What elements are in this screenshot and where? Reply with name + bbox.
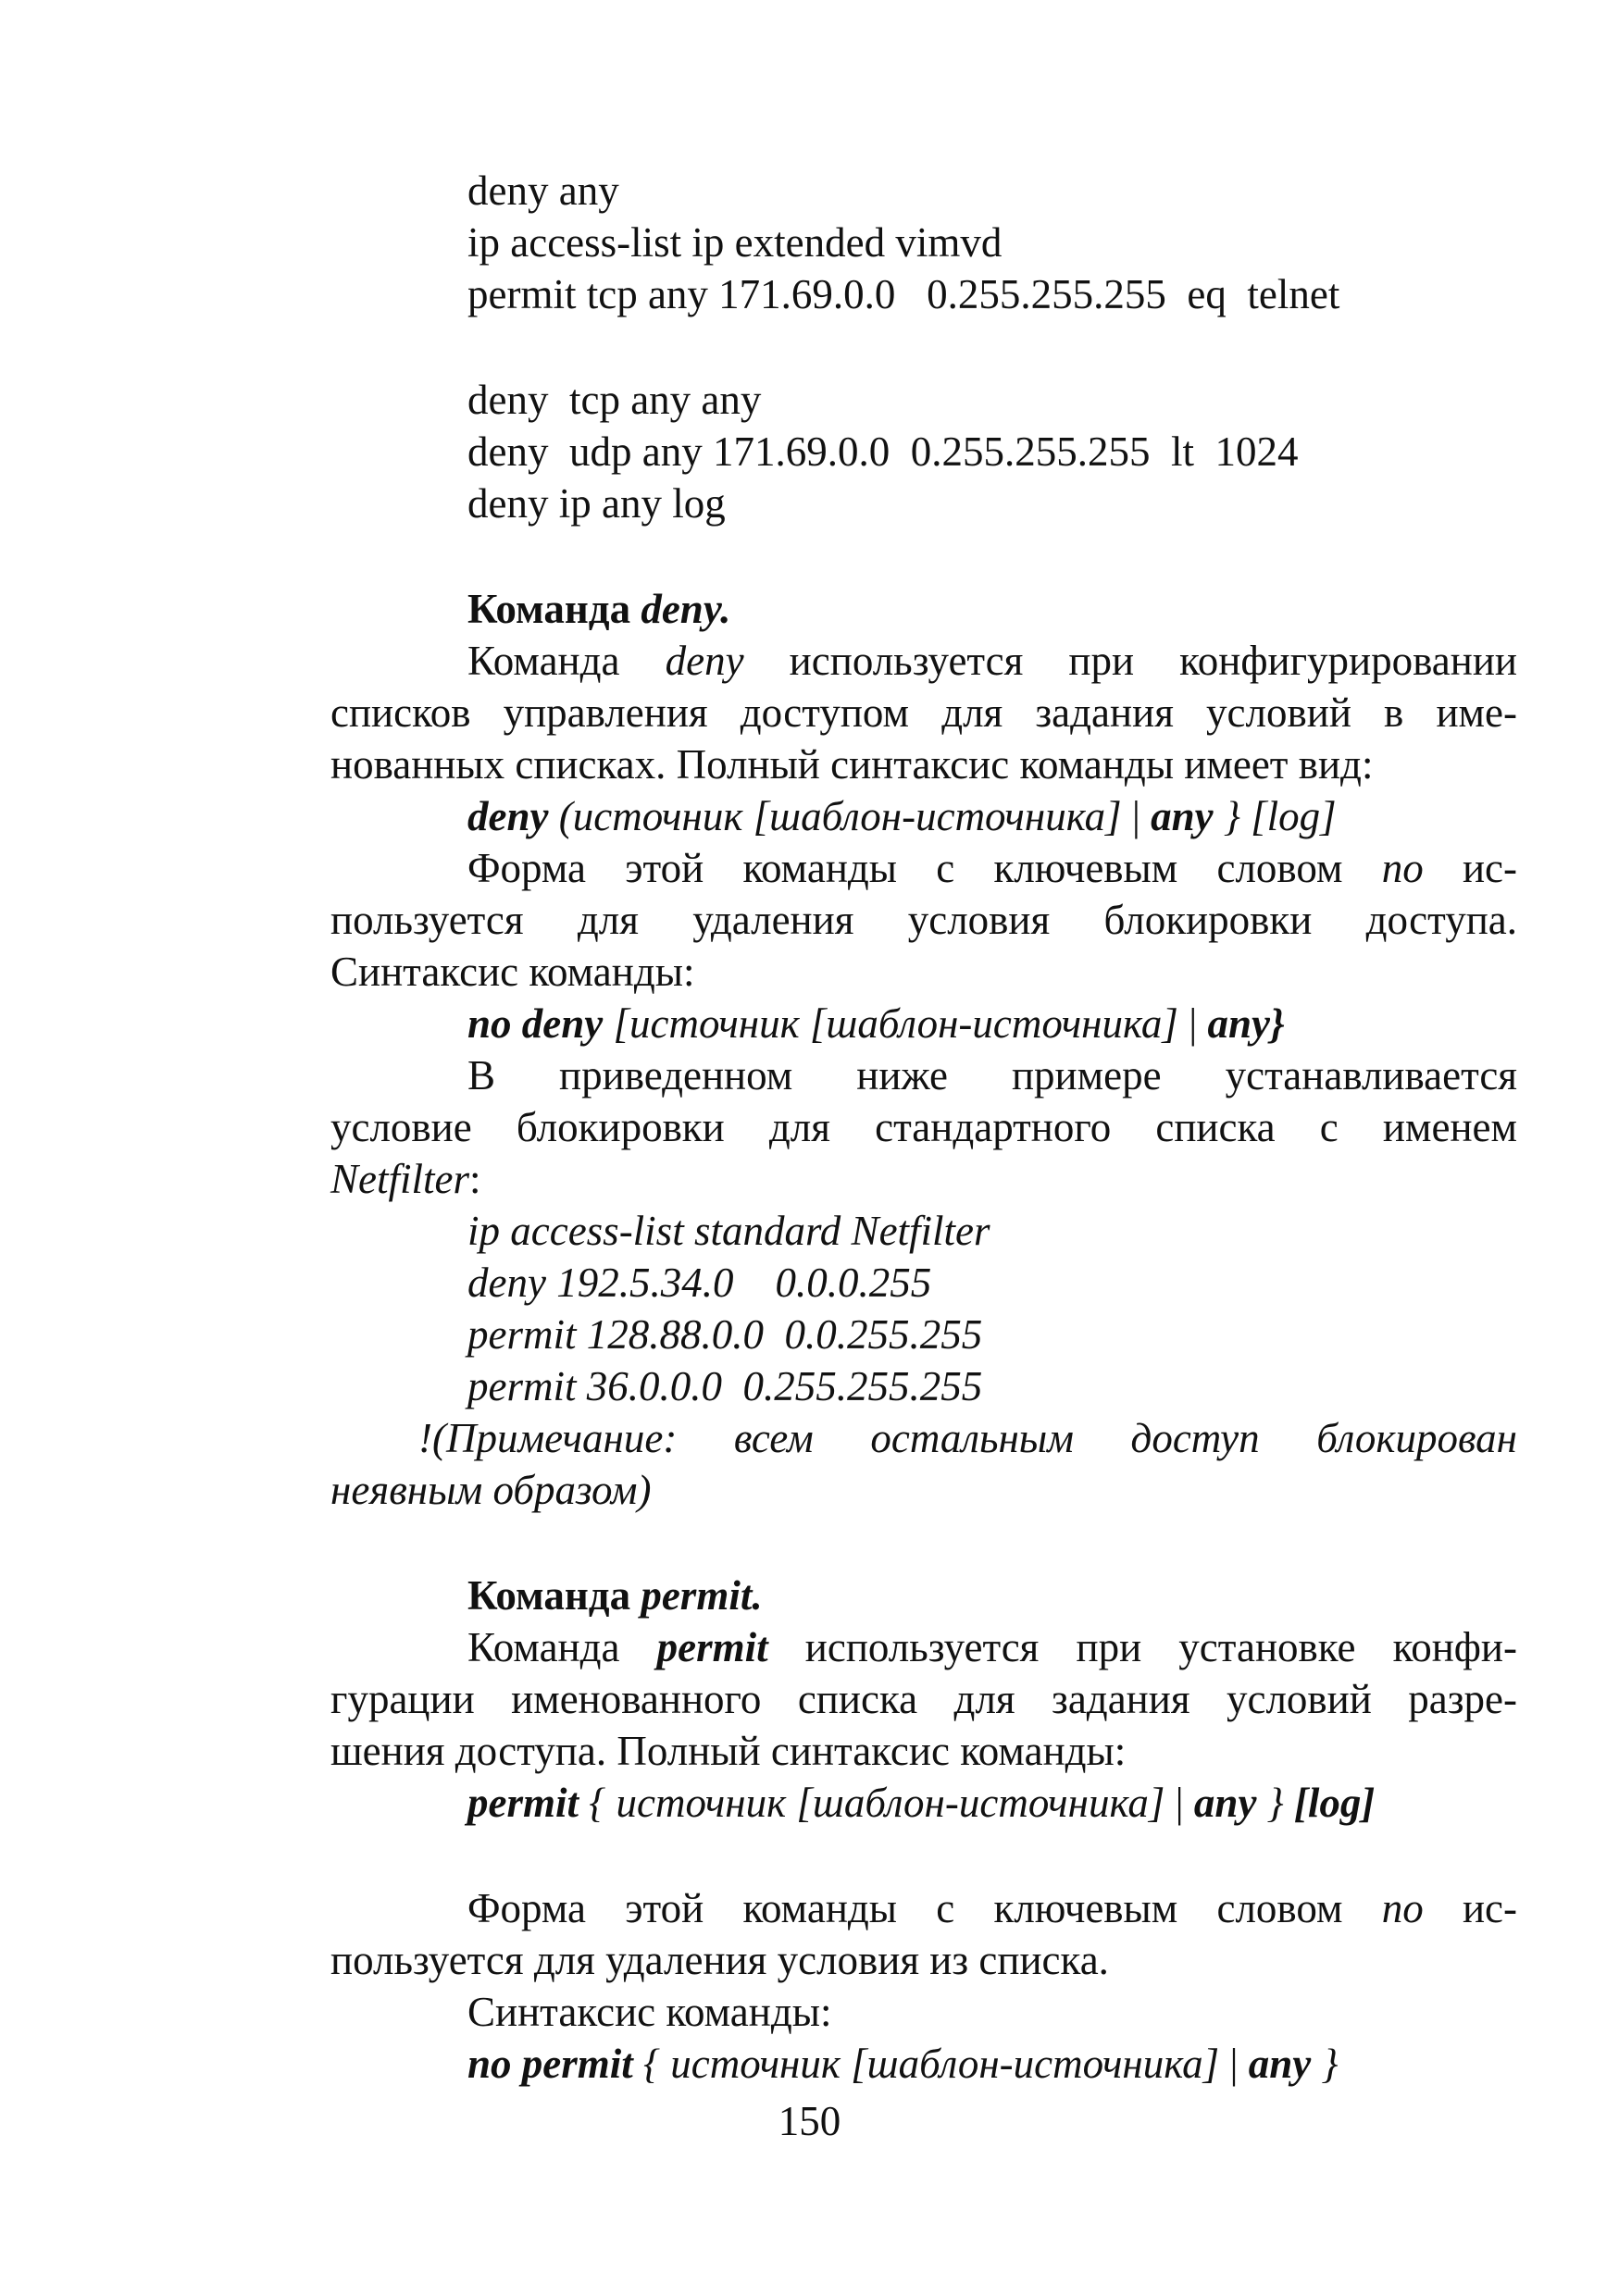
keyword: no (1381, 845, 1424, 891)
syntax-text: (источник [шаблон-источника] (548, 793, 1132, 839)
note-line: неявным образом) (330, 1467, 652, 1513)
example-line: deny 192.5.34.0 0.0.0.255 (467, 1260, 932, 1306)
syntax-any: any (1140, 793, 1214, 839)
paragraph-line (467, 845, 1517, 891)
code-line (467, 428, 1299, 475)
example-line: permit 128.88.0.0 0.0.255.255 (467, 1311, 983, 1358)
syntax-command: deny (467, 793, 549, 839)
paragraph-line: списков управления доступом для задания условий в име- (330, 689, 1517, 736)
syntax-any: any (1238, 2041, 1312, 2087)
paragraph-line (467, 640, 1517, 682)
text: : (469, 1156, 481, 1202)
syntax-line (467, 2043, 1338, 2085)
code-line: deny any (467, 168, 619, 214)
page-number: 150 (778, 2098, 841, 2144)
syntax-separator: | (1175, 1780, 1184, 1826)
syntax-text: } (1256, 1780, 1294, 1826)
paragraph-line (467, 1624, 1518, 1670)
paragraph-line: пользуется для удаления условия блокировки доступа. (330, 897, 1517, 943)
syntax-command: permit (467, 1780, 579, 1826)
paragraph-line (330, 1156, 481, 1202)
code-line (467, 379, 761, 421)
text: Команда (467, 638, 666, 684)
keyword: no (1381, 1885, 1424, 1931)
heading-prefix: Команда (467, 1572, 641, 1619)
syntax-line (467, 1782, 1375, 1824)
example-line: ip access-list standard Netfilter (467, 1208, 990, 1254)
syntax-text: { источник [шаблон-источника] (632, 2041, 1230, 2087)
list-name: Netfilter (330, 1156, 469, 1202)
paragraph-line: пользуется для удаления условия из списка. (330, 1937, 1109, 1983)
syntax-text: { источник [шаблон-источника] (579, 1780, 1176, 1826)
heading-command: deny. (641, 586, 731, 632)
text: используется при конфигурировании (743, 638, 1517, 684)
text: Форма этой команды с ключевым словом (467, 845, 1382, 891)
syntax-log: [log] (1293, 1780, 1376, 1826)
section-heading-deny (467, 586, 731, 632)
syntax-text: } [log] (1213, 793, 1337, 839)
syntax-separator: | (1131, 793, 1140, 839)
text: ис- (1423, 1885, 1517, 1931)
paragraph-line: Синтаксис команды: (467, 1989, 832, 2035)
paragraph-line: гурации именованного списка для задания условий разре- (330, 1676, 1517, 1722)
text: Форма этой команды с ключевым словом (467, 1885, 1382, 1931)
keyword: deny (665, 638, 744, 684)
code-line: ip access-list ip extended vimvd (467, 219, 1003, 266)
syntax-command: no permit (467, 2041, 633, 2087)
text: Команда (467, 1624, 657, 1670)
section-heading-permit (467, 1572, 763, 1619)
code-line (467, 271, 1340, 317)
syntax-line (467, 793, 1337, 839)
paragraph-line: В приведенном ниже примере устанавливается (467, 1052, 1517, 1098)
syntax-text: [источник [шаблон-источника] (603, 1000, 1189, 1047)
code-text: permit tcp any 171.69.0.0 0.255.255.255 eq telnet (467, 271, 1340, 317)
syntax-text: } (1311, 2041, 1339, 2087)
paragraph-line: Синтаксис команды: (330, 949, 695, 995)
syntax-line (467, 1000, 1285, 1047)
heading-command: permit. (641, 1572, 763, 1619)
syntax-command: no deny (467, 1000, 604, 1047)
code-line: deny ip any log (467, 480, 726, 527)
keyword: permit (656, 1624, 768, 1670)
syntax-any: any} (1197, 1000, 1285, 1047)
note-line: !(Примечание: всем остальным доступ блокирован (418, 1415, 1517, 1461)
paragraph-line: нованных списках. Полный синтаксис команды имеет вид: (330, 741, 1374, 788)
paragraph-line (467, 1885, 1517, 1931)
syntax-separator: | (1229, 2041, 1239, 2087)
example-line: permit 36.0.0.0 0.255.255.255 (467, 1363, 983, 1409)
paragraph-line: шения доступа. Полный синтаксис команды: (330, 1728, 1127, 1774)
code-text: deny tcp any any (467, 377, 762, 423)
paragraph-line: условие блокировки для стандартного списка с именем (330, 1104, 1517, 1150)
code-text: deny udp any 171.69.0.0 0.255.255.255 lt 1024 (467, 428, 1299, 475)
text: ис- (1423, 845, 1517, 891)
text: используется при установке конфи- (767, 1624, 1518, 1670)
syntax-separator: | (1189, 1000, 1198, 1047)
syntax-any: any (1183, 1780, 1257, 1826)
heading-prefix: Команда (467, 586, 641, 632)
